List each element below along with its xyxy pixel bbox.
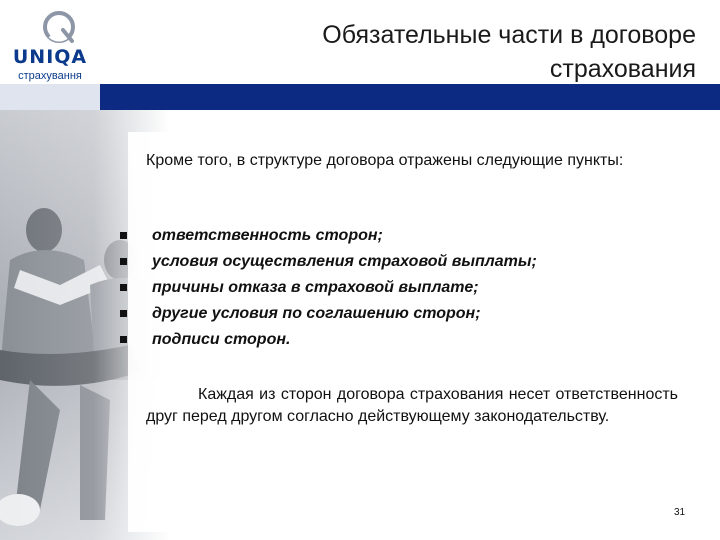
intro-paragraph: Кроме того, в структуре договора отражены следующие пункты: — [146, 152, 624, 169]
square-bullet-icon — [120, 232, 127, 239]
bullet-text: условия осуществления страховой выплаты; — [152, 253, 537, 270]
slide-title: Обязательные части в договоре страхования — [322, 21, 696, 83]
square-bullet-icon — [120, 336, 127, 343]
bullet-list — [120, 223, 700, 353]
bullet-text: причины отказа в страховой выплате; — [152, 279, 479, 296]
header-band-light — [0, 84, 100, 110]
bullet-text: ответственность сторон; — [152, 227, 383, 244]
uniqa-emblem-icon — [42, 10, 76, 44]
bullet-text: подписи сторон. — [152, 331, 291, 348]
list-item — [120, 327, 700, 353]
closing-paragraph: Каждая из сторон договора страхования несет ответственность друг перед другом согласно действующему законодательству. — [146, 386, 678, 425]
square-bullet-icon — [120, 258, 127, 265]
bullet-text: другие условия по соглашению сторон; — [152, 305, 481, 322]
square-bullet-icon — [120, 310, 127, 317]
list-item — [120, 249, 700, 275]
header-band — [0, 84, 720, 110]
logo-wordmark: UNIQA — [12, 46, 88, 68]
header-band-dark — [100, 84, 720, 110]
list-item — [120, 223, 700, 249]
logo-subtitle: страхування — [18, 70, 82, 82]
page-number: 31 — [674, 507, 686, 518]
list-item — [120, 301, 700, 327]
uniqa-logo — [10, 8, 110, 88]
square-bullet-icon — [120, 284, 127, 291]
list-item — [120, 275, 700, 301]
